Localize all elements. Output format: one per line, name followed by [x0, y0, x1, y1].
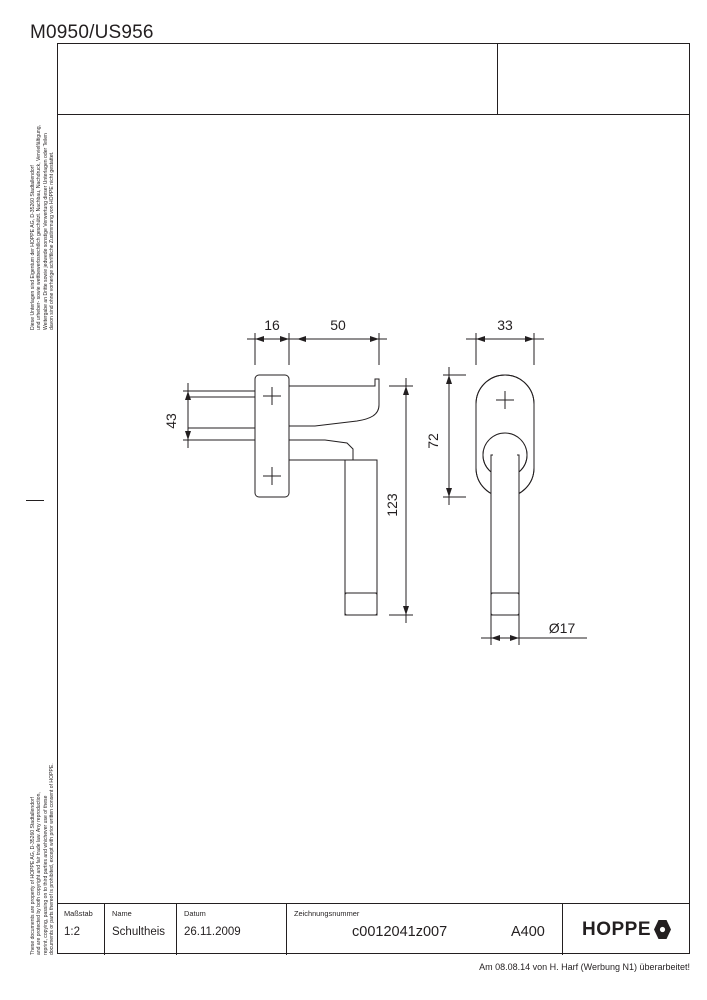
page-title: M0950/US956: [30, 22, 154, 43]
dimension-label-43: 43: [163, 413, 179, 429]
hoppe-logo: [563, 904, 690, 955]
margin-fold-mark: [26, 500, 44, 501]
dimension-72: [443, 367, 466, 505]
legal-notice-en: [30, 763, 55, 955]
side-view-handle-neck: [289, 379, 379, 460]
name-value: Schultheis: [112, 926, 166, 938]
side-view-rose: [255, 375, 289, 497]
legal-notice-de: [30, 125, 55, 330]
legal-de-line-3: Weitergabe an Dritte sowie jedwede sonstige Verwertung dieser Unterlagen oder Teilen: [42, 133, 49, 330]
title-block-scale-cell: [57, 904, 105, 955]
dimension-label-diameter-17: Ø17: [548, 620, 576, 636]
dimension-label-50: 50: [330, 317, 346, 333]
date-value: 26.11.2009: [184, 926, 241, 938]
date-label: Datum: [184, 909, 206, 918]
front-view-lever: [491, 455, 519, 615]
dimension-33: [466, 333, 544, 365]
sheet-code-value: A400: [511, 924, 545, 940]
drawing-number-label: Zeichnungsnummer: [294, 909, 360, 918]
legal-en-line-1: These documents are property of HOPPE AG, D-35260 Stadtallendorf: [30, 797, 36, 955]
title-block-date-cell: [177, 904, 287, 955]
dimension-16: [247, 333, 297, 365]
side-view-lever: [345, 460, 377, 615]
dimension-label-16: 16: [264, 317, 280, 333]
technical-drawing-area: [57, 115, 690, 903]
dimension-label-72: 72: [425, 433, 441, 449]
legal-de-line-1: Diese Unterlagen sind Eigentum der HOPPE AG, D-35260 Stadtallendorf: [30, 165, 36, 330]
side-view-spindle: [188, 391, 255, 440]
title-band-divider: [497, 43, 498, 115]
revision-note: Am 08.08.14 von H. Harf (Werbung N1) überarbeitet!: [479, 962, 690, 972]
dimension-label-123: 123: [384, 493, 400, 517]
legal-en-line-2: and are protected by both copyright and fair trade law. Any reproduction,: [36, 792, 43, 955]
title-block-name-cell: [105, 904, 177, 955]
legal-en-line-3: reprint, copying, passing on to third parties and whichever use of these: [42, 795, 49, 955]
legal-de-line-2: und urheber- sowie wettbewerbsrechtlich geschützt. Nachbau, Nachdruck, Vervielfältigung,: [36, 125, 43, 330]
name-label: Name: [112, 909, 132, 918]
dimension-50: [297, 333, 387, 365]
dimension-label-33: 33: [497, 317, 513, 333]
hoppe-wordmark: HOPPE: [581, 918, 652, 940]
scale-value: 1:2: [64, 926, 80, 938]
scale-label: Maßstab: [64, 909, 93, 918]
legal-en-line-4: documents or parts thereof is prohibited, except with prior written consent of HOPPE.: [48, 763, 55, 955]
hoppe-hexagon-icon: [654, 920, 671, 939]
legal-de-line-4: davon sind ohne vorherige schriftliche Zustimmung von HOPPE nicht gestattet.: [48, 151, 55, 330]
title-band: [57, 43, 690, 115]
drawing-number-value: c0012041z007: [352, 924, 448, 940]
title-block-drawing-number-cell: [287, 904, 563, 955]
title-block: [57, 903, 690, 954]
